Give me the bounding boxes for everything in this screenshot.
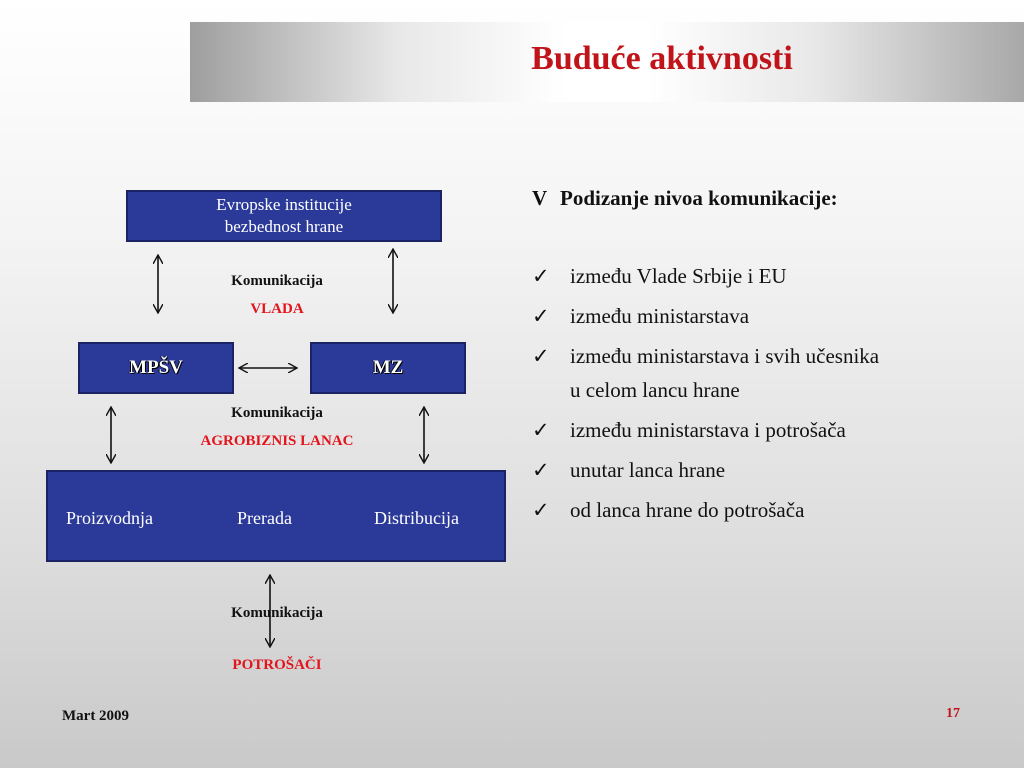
content-heading — [532, 186, 950, 211]
footer-date: Mart 2009 — [62, 708, 130, 724]
list-item: ✓ između ministarstava i potrošača — [532, 413, 950, 447]
check-icon: ✓ — [532, 344, 550, 368]
check-icon: ✓ — [532, 264, 550, 288]
list-item: ✓ od lanca hrane do potrošača — [532, 493, 950, 527]
check-icon: ✓ — [532, 458, 550, 482]
chain-item-prerada: Prerada — [237, 508, 292, 528]
comm3-label: Komunikacija — [231, 605, 323, 621]
comm1-label: Komunikacija — [231, 273, 323, 289]
content-panel — [532, 186, 950, 533]
chain-item-proizvodnja: Proizvodnja — [66, 508, 153, 528]
eu-box-line2: bezbednost hrane — [224, 217, 344, 236]
eu-box-line1: Evropske institucije — [216, 195, 352, 214]
chain-item-distribucija: Distribucija — [374, 508, 459, 528]
list-item: ✓ između ministarstava — [532, 299, 870, 333]
bullet-list — [532, 259, 950, 527]
check-icon: ✓ — [532, 418, 550, 442]
list-item: ✓ unutar lanca hrane — [532, 453, 950, 487]
check-icon: ✓ — [532, 498, 550, 522]
list-item: ✓ između Vlade Srbije i EU — [532, 259, 870, 293]
comm2-label: Komunikacija — [231, 405, 323, 421]
slide-title: Buduće aktivnosti — [531, 40, 793, 77]
check-icon: ✓ — [532, 304, 550, 328]
heading-marker: V — [532, 186, 548, 210]
comm2-target: AGROBIZNIS LANAC — [200, 433, 354, 449]
list-item: ✓ između ministarstava i svih učesnika u celom lancu hrane — [532, 339, 890, 407]
page-number: 17 — [946, 706, 960, 721]
comm1-target: VLADA — [250, 301, 304, 317]
mz-box: MZ — [310, 342, 466, 394]
comm3-target: POTROŠAČI — [232, 657, 322, 673]
mpsv-box: MPŠV — [78, 342, 234, 394]
heading-text: Podizanje nivoa komunikacije: — [560, 186, 838, 210]
